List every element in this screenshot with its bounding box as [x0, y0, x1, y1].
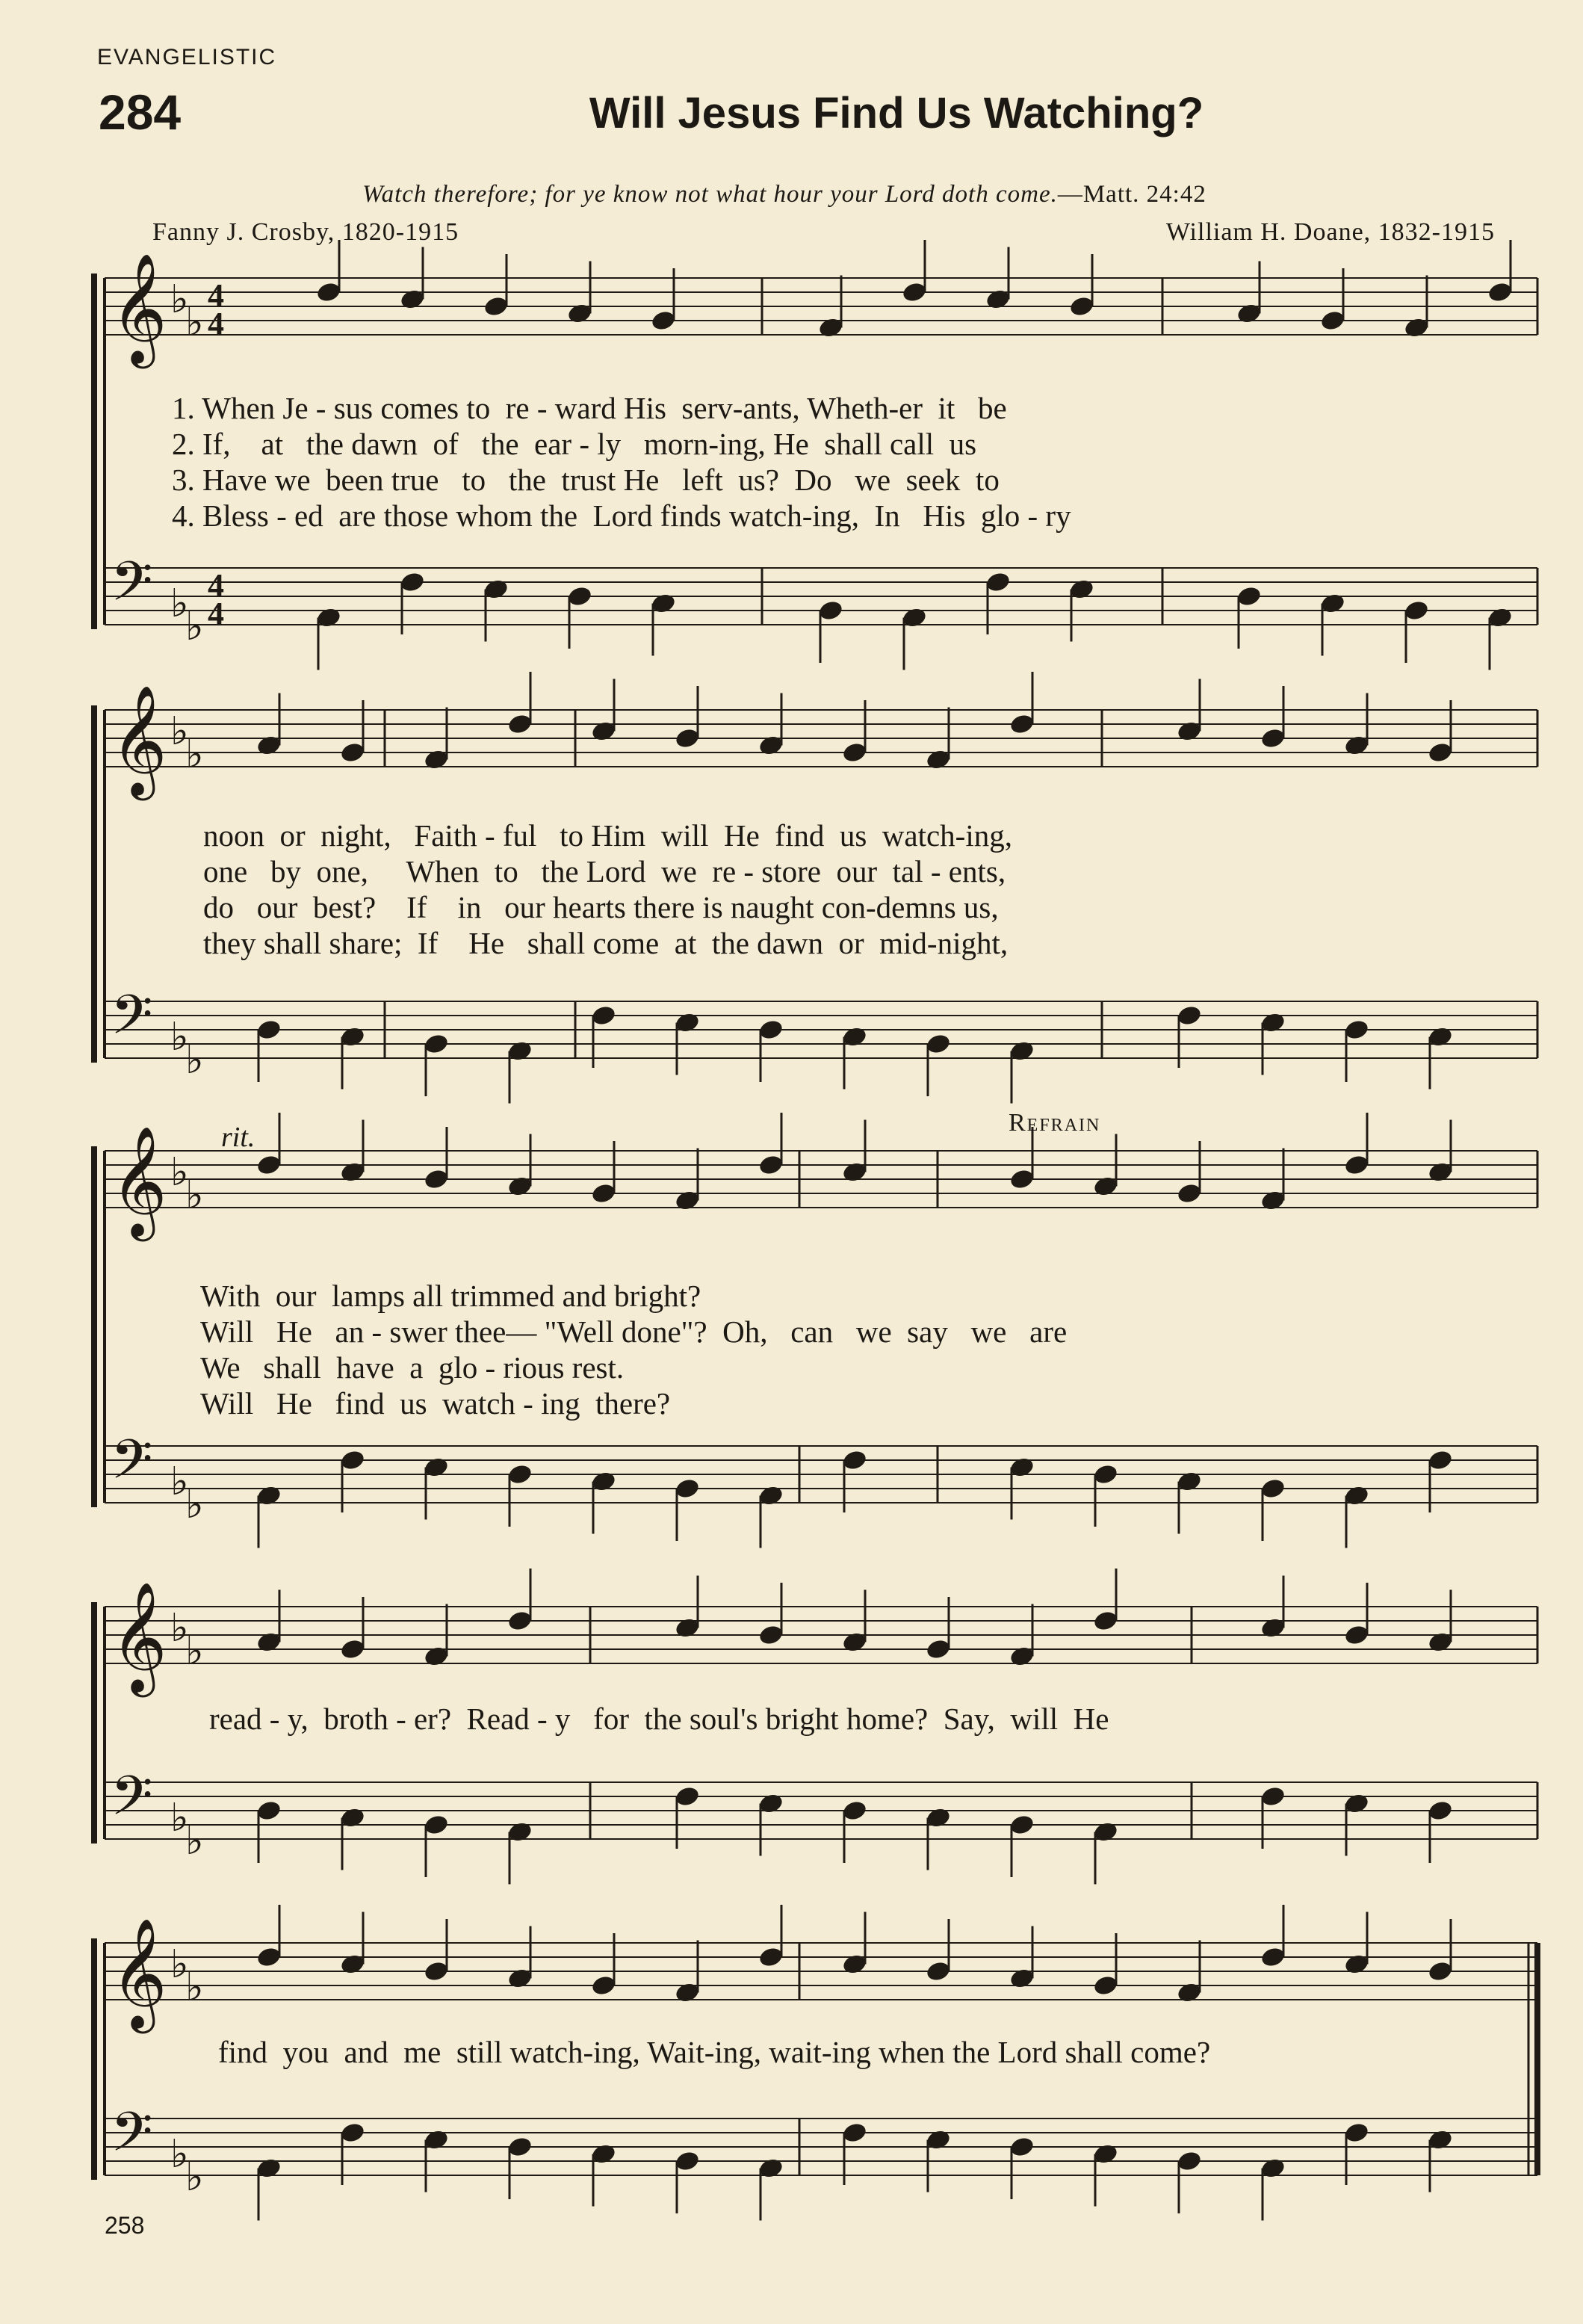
treble-clef-icon: 𝄞	[111, 253, 167, 364]
flat-icon: ♭	[185, 300, 204, 345]
lyric-line-s2-v1: noon or night, Faith - ful to Him will He find us watch-ing,	[203, 818, 1012, 853]
page-number: 258	[105, 2212, 145, 2239]
flat-icon: ♭	[170, 2132, 189, 2177]
bass-clef-icon: 𝄢	[111, 983, 153, 1060]
treble-clef-icon: 𝄞	[111, 1917, 167, 2029]
flat-icon: ♭	[170, 1150, 189, 1195]
time-signature: 4	[208, 277, 224, 314]
lyric-line-s1-v2: 2. If, at the dawn of the ear - ly morn-ing, He shall call us	[172, 427, 977, 461]
lyric-line-s2-v2: one by one, When to the Lord we re - store our tal - ents,	[203, 854, 1006, 889]
epigraph-text: Watch therefore; for ye know not what hour your Lord doth come.	[362, 181, 1058, 208]
treble-clef-icon: 𝄞	[111, 1581, 167, 1693]
flat-icon: ♭	[170, 1606, 189, 1651]
bass-clef-icon: 𝄢	[111, 2100, 153, 2177]
time-signature: 4	[208, 596, 224, 632]
flat-icon: ♭	[170, 1459, 189, 1504]
flat-icon: ♭	[170, 581, 189, 626]
music-credit: William H. Doane, 1832-1915	[1165, 218, 1495, 246]
bass-clef-icon: 𝄢	[111, 1764, 153, 1841]
lyric-line-s1-v4: 4. Bless - ed are those whom the Lord finds watch-ing, In His glo - ry	[172, 498, 1071, 533]
flat-icon: ♭	[185, 1629, 204, 1674]
flat-icon: ♭	[170, 1942, 189, 1987]
lyric-line-s3-v4: Will He find us watch - ing there?	[200, 1386, 671, 1421]
bass-clef-icon: 𝄢	[111, 549, 153, 626]
treble-clef-icon: 𝄞	[111, 684, 167, 796]
hymn-title: Will Jesus Find Us Watching?	[589, 89, 1204, 137]
flat-icon: ♭	[185, 1038, 204, 1083]
flat-icon: ♭	[185, 1819, 204, 1864]
flat-icon: ♭	[185, 732, 204, 777]
lyric-line-s3-v3: We shall have a glo - rious rest.	[200, 1350, 625, 1385]
flat-icon: ♭	[185, 1965, 204, 2010]
treble-clef-icon: 𝄞	[111, 1125, 167, 1237]
lyric-line-s1-v3: 3. Have we been true to the trust He left us? Do we seek to	[172, 463, 1000, 497]
flat-icon: ♭	[185, 605, 204, 649]
hymn-number: 284	[99, 84, 182, 140]
lyric-line-s4: read - y, broth - er? Read - y for the soul's bright home? Say, will He	[209, 1702, 1109, 1736]
flat-icon: ♭	[185, 2155, 204, 2200]
flat-icon: ♭	[170, 277, 189, 322]
time-signature: 4	[208, 306, 224, 342]
lyric-line-s2-v4: they shall share; If He shall come at the dawn or mid-night,	[203, 926, 1009, 960]
words-credit: Fanny J. Crosby, 1820-1915	[152, 218, 459, 246]
refrain-label: Refrain	[1009, 1109, 1101, 1137]
bass-clef-icon: 𝄢	[111, 1427, 153, 1504]
flat-icon: ♭	[185, 1483, 204, 1527]
rit-marking: rit.	[221, 1122, 255, 1153]
lyric-line-s2-v3: do our best? If in our hearts there is naught con-demns us,	[203, 890, 999, 924]
section-label: EVANGELISTIC	[97, 45, 277, 69]
flat-icon: ♭	[185, 1173, 204, 1218]
time-signature: 4	[208, 567, 224, 604]
flat-icon: ♭	[170, 709, 189, 754]
flat-icon: ♭	[170, 1015, 189, 1060]
flat-icon: ♭	[170, 1796, 189, 1841]
epigraph-reference: —Matt. 24:42	[1057, 181, 1206, 208]
lyric-line-s1-v1: 1. When Je - sus comes to re - ward His serv-ants, Wheth-er it be	[172, 391, 1007, 425]
lyric-line-s3-v1: With our lamps all trimmed and bright?	[200, 1279, 701, 1313]
lyric-line-s5: find you and me still watch-ing, Wait-ing, wait-ing when the Lord shall come?	[218, 2035, 1211, 2069]
lyric-line-s3-v2: Will He an - swer thee— "Well done"? Oh, can we say we are	[200, 1314, 1068, 1349]
